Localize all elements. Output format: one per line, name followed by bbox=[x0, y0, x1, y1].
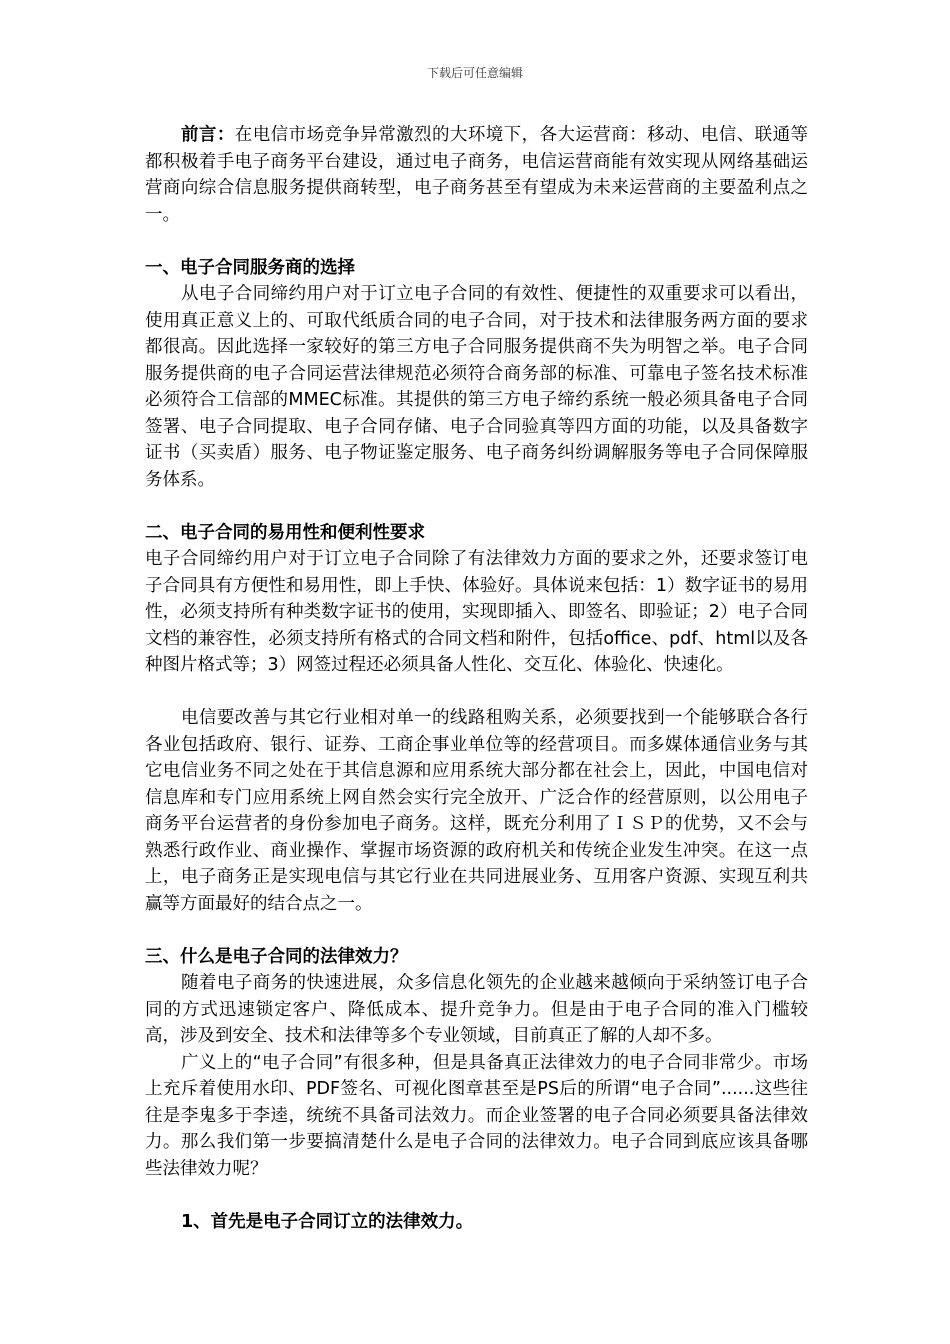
preface-paragraph bbox=[145, 122, 808, 228]
spacer bbox=[145, 917, 808, 944]
section-1-paragraph: 从电子合同缔约用户对于订立电子合同的有效性、便捷性的双重要求可以看出，使用真正意义上的、可取代纸质合同的电子合同，对于技术和法律服务两方面的要求都很高。因此选择一家较好的第三方电子合同服务提供商不失为明智之举。电子合同服务提供商的电子合同运营法律规范必须符合商务部的标准、可靠电子签名技术标准必须符合工信部的MMEC标准。其提供的第三方电子缔约系统一般必须具备电子合同签署、电子合同提取、电子合同存储、电子合同验真等四方面的功能，以及具备数字证书（买卖盾）服务、电子物证鉴定服务、电子商务纠纷调解服务等电子合同保障服务体系。 bbox=[145, 284, 808, 490]
spacer bbox=[145, 228, 808, 255]
spacer bbox=[145, 679, 808, 706]
page-header: 下载后可任意编辑 bbox=[426, 66, 523, 80]
document-body bbox=[145, 122, 808, 1235]
section-2-heading: 二、电子合同的易用性和便利性要求 bbox=[145, 522, 425, 543]
preface-label: 前言： bbox=[181, 125, 235, 145]
section-3-subheading-1: 1、首先是电子合同订立的法律效力。 bbox=[181, 1211, 474, 1232]
section-3-heading: 三、什么是电子合同的法律效力？ bbox=[145, 946, 408, 967]
spacer bbox=[145, 1182, 808, 1209]
section-2-paragraph-1: 电子合同缔约用户对于订立电子合同除了有法律效力方面的要求之外，还要求签订电子合同具有方便性和易用性，即上手快、体验好。具体说来包括：1）数字证书的易用性，必须支持所有种类数字证书的使用，实现即插入、即签名、即验证；2）电子合同文档的兼容性，必须支持所有格式的合同文档和附件，包括office、pdf、html以及各种图片格式等；3）网签过程还必须具备人性化、交互化、体验化、快速化。 bbox=[145, 549, 808, 675]
preface-text: 在电信市场竞争异常激烈的大环境下，各大运营商：移动、电信、联通等都积极着手电子商务平台建设，通过电子商务，电信运营商能有效实现从网络基础运营商向综合信息服务提供商转型，电子商务甚至有望成为未来运营商的主要盈利点之一。 bbox=[145, 125, 808, 225]
section-2-paragraph-2: 电信要改善与其它行业相对单一的线路租购关系，必须要找到一个能够联合各行各业包括政府、银行、证券、工商企事业单位等的经营项目。而多媒体通信业务与其它电信业务不同之处在于其信息源和应用系统大部分都在社会上，因此，中国电信对信息库和专门应用系统上网自然会实行完全放开、广泛合作的经营原则，以公用电子商务平台运营者的身份参加电子商务。这样，既充分利用了ＩＳＰ的优势，又不会与熟悉行政作业、商业操作、掌握市场资源的政府机关和传统企业发生冲突。在这一点上，电子商务正是实现电信与其它行业在共同进展业务、互用客户资源、实现互利共赢等方面最好的结合点之一。 bbox=[145, 708, 808, 914]
section-1-heading: 一、电子合同服务商的选择 bbox=[145, 257, 355, 278]
spacer bbox=[145, 493, 808, 520]
section-3-paragraph-1: 随着电子商务的快速进展，众多信息化领先的企业越来越倾向于采纳签订电子合同的方式迅速锁定客户、降低成本、提升竞争力。但是由于电子合同的准入门槛较高，涉及到安全、技术和法律等多个专业领域，目前真正了解的人却不多。 bbox=[145, 973, 808, 1046]
section-3-paragraph-2: 广义上的“电子合同”有很多种，但是具备真正法律效力的电子合同非常少。市场上充斥着使用水印、PDF签名、可视化图章甚至是PS后的所谓“电子合同”......这些往往是李鬼多于李逵，统统不具备司法效力。而企业签署的电子合同必须要具备法律效力。那么我们第一步要搞清楚什么是电子合同的法律效力。电子合同到底应该具备哪些法律效力呢？ bbox=[145, 1052, 808, 1179]
